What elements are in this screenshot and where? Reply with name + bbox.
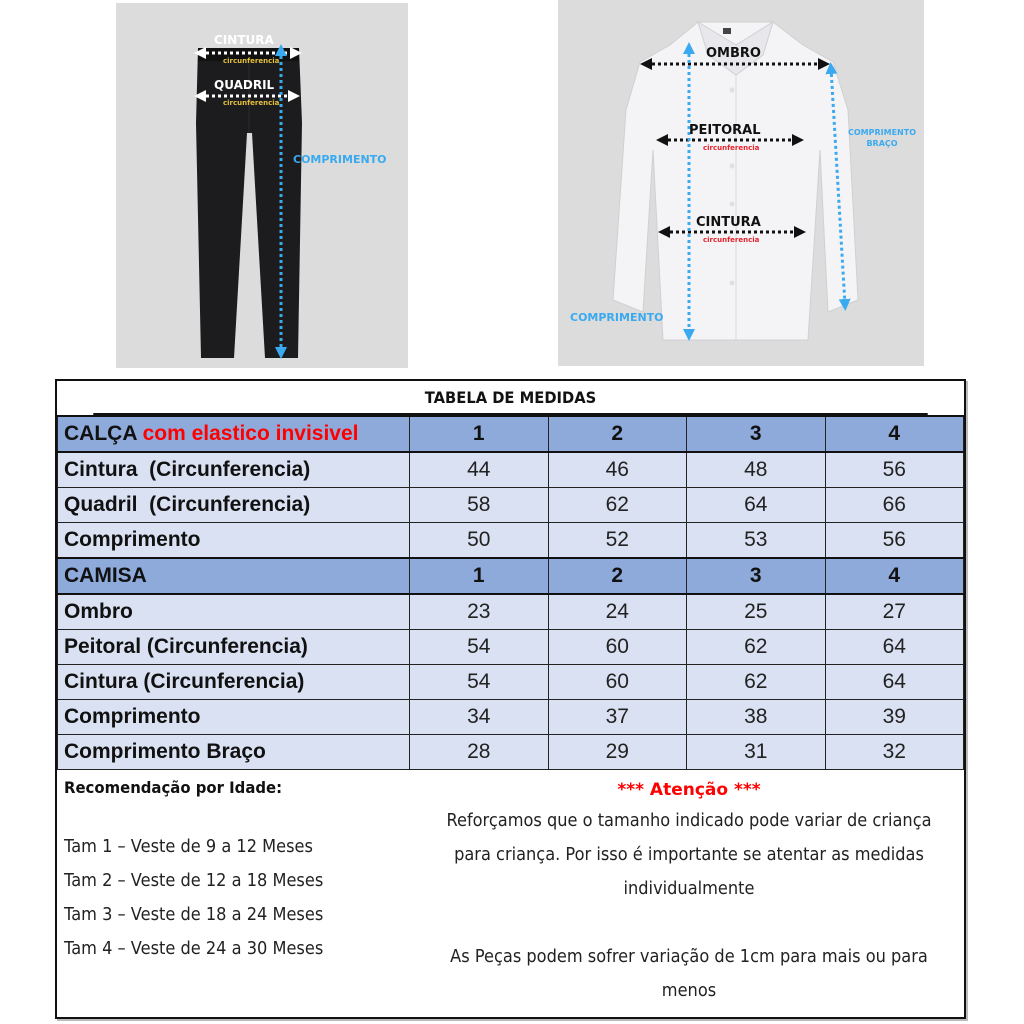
table-row: [58, 735, 964, 770]
pants-measurement-illustration: [116, 3, 408, 368]
age-recommendation: [64, 778, 414, 966]
measurement-value: 58: [410, 488, 549, 523]
pants-hip-label: QUADRIL: [214, 78, 275, 92]
measurement-value: 54: [410, 665, 549, 700]
attention-paragraph-2: As Peças podem sofrer variação de 1cm para mais ou para menos: [450, 946, 928, 1001]
measurement-label: Comprimento: [58, 700, 410, 735]
measurement-value: 60: [548, 630, 687, 665]
shirt-waist-sublabel: circunferencia: [703, 236, 760, 244]
size-header-cell: 2: [548, 416, 687, 452]
table-title: TABELA DE MEDIDAS: [93, 381, 927, 415]
measurement-value: 38: [687, 700, 826, 735]
measurement-value: 32: [825, 735, 964, 770]
sleeve-label-line2: BRAÇO: [866, 139, 898, 148]
measurement-value: 56: [825, 523, 964, 559]
size-chart: [55, 379, 966, 1019]
section-header-row: [58, 558, 964, 594]
age-item: Tam 2 – Veste de 12 a 18 Meses: [64, 870, 324, 891]
shirt-length-label: COMPRIMENTO: [570, 311, 664, 324]
age-item: Tam 3 – Veste de 18 a 24 Meses: [64, 904, 324, 925]
size-header-cell: 2: [548, 558, 687, 594]
measurements-table: [57, 415, 964, 770]
measurement-value: 66: [825, 488, 964, 523]
measurement-value: 34: [410, 700, 549, 735]
attention-heading: *** Atenção ***: [617, 780, 761, 800]
measurement-value: 62: [548, 488, 687, 523]
measurement-value: 31: [687, 735, 826, 770]
table-row: [58, 594, 964, 630]
measurement-value: 25: [687, 594, 826, 630]
section-title: [58, 558, 410, 594]
shirt-chest-sublabel: circunferencia: [703, 144, 760, 152]
measurement-value: 48: [687, 452, 826, 488]
size-header-cell: 1: [410, 416, 549, 452]
attention-paragraph-1: Reforçamos que o tamanho indicado pode variar de criança para criança. Por isso é importante se atentar as medidas individualmente: [446, 810, 932, 899]
shirt-chest-label: PEITORAL: [689, 123, 761, 138]
pants-waist-sublabel: circunferencia: [223, 57, 280, 65]
measurement-value: 64: [825, 630, 964, 665]
size-header-cell: 3: [687, 558, 826, 594]
table-row: [58, 665, 964, 700]
measurement-value: 64: [825, 665, 964, 700]
shirt-waist-label: CINTURA: [696, 215, 761, 230]
measurement-label: Comprimento: [58, 523, 410, 559]
attention-notice: [412, 776, 966, 1008]
measurement-value: 56: [825, 452, 964, 488]
measurement-value: 53: [687, 523, 826, 559]
measurement-value: 23: [410, 594, 549, 630]
age-item: Tam 1 – Veste de 9 a 12 Meses: [64, 836, 313, 857]
size-header-cell: 3: [687, 416, 826, 452]
age-item: Tam 4 – Veste de 24 a 30 Meses: [64, 938, 324, 959]
notes-section: [57, 770, 964, 1020]
table-row: [58, 700, 964, 735]
measurement-value: 54: [410, 630, 549, 665]
measurement-label: Ombro: [58, 594, 410, 630]
shirt-sleeve-label: [842, 129, 922, 148]
section-title: [58, 416, 410, 452]
measurement-value: 37: [548, 700, 687, 735]
measurement-value: 50: [410, 523, 549, 559]
size-header-cell: 4: [825, 416, 964, 452]
section-note: com elastico invisivel: [142, 422, 359, 445]
age-recommendation-heading: Recomendação por Idade:: [64, 778, 283, 797]
table-row: [58, 488, 964, 523]
measurement-label: Comprimento Braço: [58, 735, 410, 770]
size-header-cell: 4: [825, 558, 964, 594]
measurement-value: 24: [548, 594, 687, 630]
measurement-label: Cintura (Circunferencia): [58, 665, 410, 700]
section-header-row: [58, 416, 964, 452]
measurement-value: 44: [410, 452, 549, 488]
shirt-measurement-illustration: [558, 0, 924, 366]
measurement-value: 46: [548, 452, 687, 488]
measurement-value: 64: [687, 488, 826, 523]
section-name: CAMISA: [64, 564, 147, 587]
measurement-value: 27: [825, 594, 964, 630]
pants-waist-label: CINTURA: [214, 33, 274, 47]
table-row: [58, 523, 964, 559]
table-row: [58, 630, 964, 665]
measurement-label: Cintura (Circunferencia): [58, 452, 410, 488]
measurement-value: 29: [548, 735, 687, 770]
shirt-shoulder-label: OMBRO: [706, 46, 761, 61]
size-header-cell: 1: [410, 558, 549, 594]
measurement-value: 60: [548, 665, 687, 700]
measurement-value: 62: [687, 665, 826, 700]
measurement-label: Quadril (Circunferencia): [58, 488, 410, 523]
measurement-value: 52: [548, 523, 687, 559]
measurement-value: 28: [410, 735, 549, 770]
pants-hip-sublabel: circunferencia: [223, 99, 280, 107]
measurement-value: 39: [825, 700, 964, 735]
measurement-value: 62: [687, 630, 826, 665]
measurement-label: Peitoral (Circunferencia): [58, 630, 410, 665]
pants-length-label: COMPRIMENTO: [293, 153, 387, 166]
section-name: CALÇA: [64, 422, 137, 445]
sleeve-label-line1: COMPRIMENTO: [847, 128, 916, 137]
table-row: [58, 452, 964, 488]
